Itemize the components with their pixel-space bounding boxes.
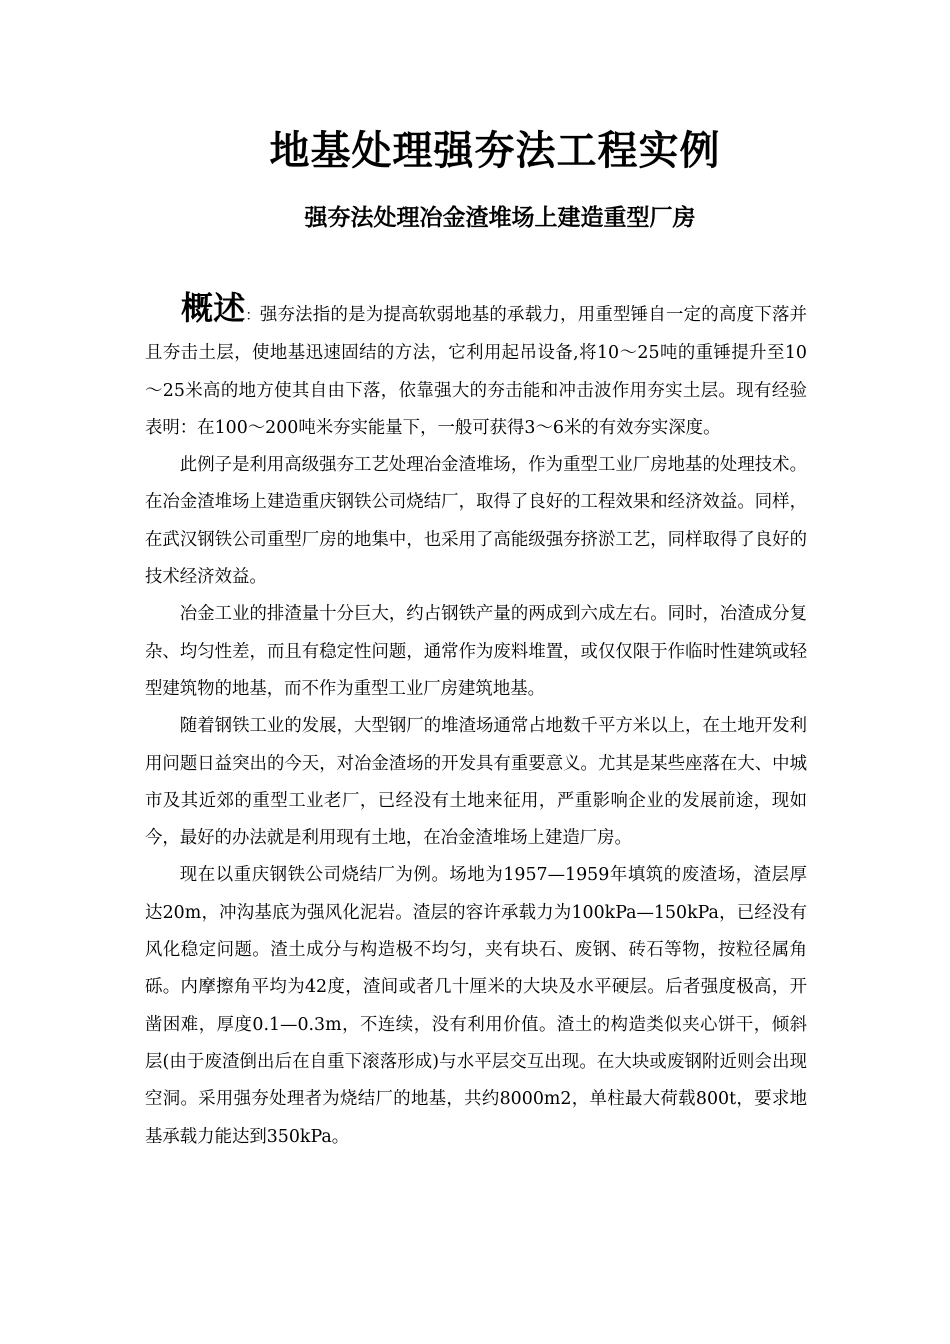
- document-title: 地基处理强夯法工程实例: [269, 128, 721, 174]
- overview-text: 强夯法指的是为提高软弱地基的承载力，用重型锤自一定的高度下落并且夯击土层，使地基迅速固结的方法，它利用起吊设备,将10～25吨的重锤提升至10～25米高的地方使其自由下落，依靠强大的夯击能和冲击波作用夯实土层。现有经验表明：在100～200吨米夯实能量下，一般可获得3～6米的有效夯实深度。: [145, 305, 807, 438]
- body-paragraph-1: 此例子是利用高级强夯工艺处理冶金渣堆场，作为重型工业厂房地基的处理技术。在冶金渣堆场上建造重庆钢铁公司烧结厂，取得了良好的工程效果和经济效益。同样，在武汉钢铁公司重型厂房的地集中，也采用了高能级强夯挤淤工艺，同样取得了良好的技术经济效益。: [145, 455, 807, 588]
- overview-colon: ：: [245, 308, 260, 324]
- overview-heading: 概述: [181, 289, 246, 327]
- document-body: [145, 290, 807, 1156]
- overview-paragraph: [145, 290, 807, 447]
- body-paragraph-2: 冶金工业的排渣量十分巨大，约占钢铁产量的两成到六成左右。同时，冶渣成分复杂、均匀性差，而且有稳定性问题，通常作为废料堆置，或仅仅限于作临时性建筑或轻型建筑物的地基，而不作为重型工业厂房建筑地基。: [145, 604, 807, 699]
- document-subtitle: 强夯法处理冶金渣堆场上建造重型厂房: [304, 204, 696, 231]
- body-paragraph-4: 现在以重庆钢铁公司烧结厂为例。场地为1957—1959年填筑的废渣场，渣层厚达20m，冲沟基底为强风化泥岩。渣层的容许承载力为100kPa—150kPa，已经没有风化稳定问题。渣土成分与构造极不均匀，夹有块石、废钢、砖石等物，按粒径属角砾。内摩擦角平均为42度，渣间或者几十厘米的大块及水平硬层。后者强度极高，开凿困难，厚度0.1—0.3m，不连续，没有利用价值。渣土的构造类似夹心饼干，倾斜层(由于废渣倒出后在自重下滚落形成)与水平层交互出现。在大块或废钢附近则会出现空洞。采用强夯处理者为烧结厂的地基，共约8000m2，单柱最大荷载800t，要求地基承载力能达到350kPa。: [145, 865, 807, 1147]
- body-paragraph-3: 随着钢铁工业的发展，大型钢厂的堆渣场通常占地数千平方米以上，在土地开发利用问题日益突出的今天，对冶金渣场的开发具有重要意义。尤其是某些座落在大、中城市及其近郊的重型工业老厂，已经没有土地来征用，严重影响企业的发展前途，现如今，最好的办法就是利用现有土地，在冶金渣堆场上建造厂房。: [145, 716, 807, 849]
